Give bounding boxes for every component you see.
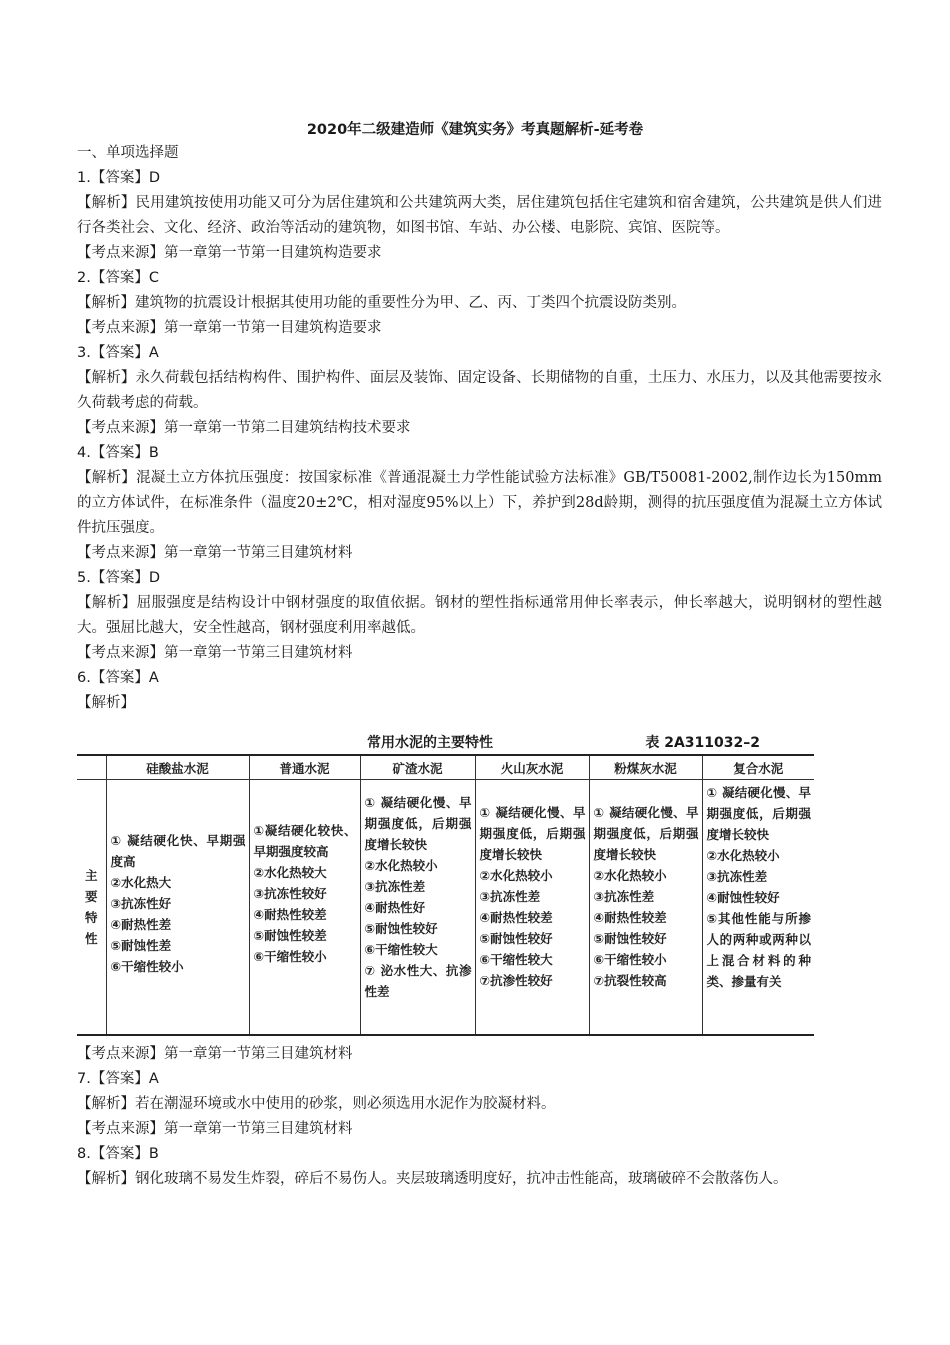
table-cell — [589, 780, 702, 1036]
property-item: ②水化热较大 — [253, 865, 327, 880]
answer-line: 3.【答案】A — [77, 345, 159, 361]
answer-line: 6.【答案】A — [77, 670, 159, 686]
property-item: ②水化热较小 — [364, 858, 438, 873]
property-item: ⑦抗裂性较高 — [593, 973, 667, 988]
property-item: ③抗冻性好 — [110, 896, 172, 911]
property-item: ③抗冻性差 — [593, 889, 655, 904]
analysis-paragraph: 【解析】屈服强度是结构设计中钢材强度的取值依据。钢材的塑性指标通常用伸长率表示，伸长率越大，说明钢材的塑性越大。强屈比越大，安全性越高，钢材强度利用率越低。 — [77, 595, 882, 636]
column-header: 粉煤灰水泥 — [589, 755, 702, 780]
answer-line: 8.【答案】B — [77, 1146, 159, 1162]
document-title: 2020年二级建造师《建筑实务》考真题解析-延考卷 — [306, 122, 644, 138]
column-header: 硅酸盐水泥 — [106, 755, 249, 780]
property-item: ⑤耐蚀性差 — [110, 938, 172, 953]
property-item: ⑥干缩性较小 — [593, 952, 667, 967]
analysis-label: 【解析】 — [77, 695, 135, 711]
property-item: ③抗冻性差 — [706, 869, 768, 884]
table-code: 表 2A311032–2 — [645, 735, 760, 751]
property-item: ③抗冻性差 — [364, 879, 426, 894]
analysis-paragraph: 【解析】若在潮湿环境或水中使用的砂浆，则必须选用水泥作为胶凝材料。 — [77, 1096, 556, 1112]
property-item: ⑤其他性能与所掺人的两种或两种以上混合材料的种类、掺量有关 — [706, 911, 811, 989]
property-item: ④耐热性好 — [364, 900, 426, 915]
property-item: ① 凝结硬化慢、早期强度低，后期强度增长较快 — [364, 795, 472, 852]
property-item: ⑤耐蚀性较差 — [253, 928, 327, 943]
table-row — [77, 780, 814, 1036]
column-header: 普通水泥 — [249, 755, 360, 780]
table-cell — [360, 780, 475, 1036]
document-body — [77, 141, 882, 1192]
column-header: 矿渣水泥 — [360, 755, 475, 780]
answer-line: 1.【答案】D — [77, 170, 160, 186]
table-cell — [702, 780, 814, 1036]
property-item: ⑥干缩性较小 — [253, 949, 327, 964]
table-cell — [106, 780, 249, 1036]
property-item: ②水化热大 — [110, 875, 172, 890]
property-item: ① 凝结硬化慢、早期强度低，后期强度增长较快 — [479, 805, 586, 862]
property-item: ①凝结硬化较快、早期强度较高 — [253, 823, 357, 859]
section-heading: 一、单项选择题 — [77, 145, 179, 161]
answer-line: 5.【答案】D — [77, 570, 160, 586]
property-item: ⑤耐蚀性较好 — [593, 931, 667, 946]
property-item: ⑥干缩性较大 — [479, 952, 553, 967]
table-cell — [475, 780, 589, 1036]
answer-line: 7.【答案】A — [77, 1071, 159, 1087]
table-header-row — [77, 755, 814, 780]
analysis-paragraph: 【解析】建筑物的抗震设计根据其使用功能的重要性分为甲、乙、丙、丁类四个抗震设防类别。 — [77, 295, 686, 311]
property-item: ③抗冻性较好 — [253, 886, 327, 901]
property-item: ④耐热性较差 — [479, 910, 553, 925]
property-item: ②水化热较小 — [706, 848, 780, 863]
source-line: 【考点来源】第一章第一节第三目建筑材料 — [77, 545, 353, 561]
cement-properties-table — [77, 754, 814, 1036]
cement-table-figure — [77, 732, 811, 1036]
source-line: 【考点来源】第一章第一节第一目建筑构造要求 — [77, 245, 382, 261]
row-label: 主 要 特 性 — [77, 780, 106, 1036]
table-caption: 常用水泥的主要特性 — [367, 735, 493, 751]
source-line: 【考点来源】第一章第一节第三目建筑材料 — [77, 1046, 353, 1062]
analysis-paragraph: 【解析】永久荷载包括结构构件、围护构件、面层及装饰、固定设备、长期储物的自重，土压力、水压力，以及其他需要按永久荷载考虑的荷载。 — [77, 370, 882, 411]
property-item: ⑤耐蚀性较好 — [479, 931, 553, 946]
property-item: ③抗冻性差 — [479, 889, 541, 904]
property-item: ②水化热较小 — [593, 868, 667, 883]
column-header: 复合水泥 — [702, 755, 814, 780]
property-item: ④耐热性较差 — [593, 910, 667, 925]
answer-line: 2.【答案】C — [77, 270, 159, 286]
analysis-paragraph: 【解析】钢化玻璃不易发生炸裂，碎后不易伤人。夹层玻璃透明度好，抗冲击性能高，玻璃破碎不会散落伤人。 — [77, 1171, 788, 1187]
corner-cell — [77, 755, 106, 780]
property-item: ②水化热较小 — [479, 868, 553, 883]
property-item: ① 凝结硬化慢、早期强度低，后期强度增长较快 — [593, 805, 699, 862]
property-item: ⑤耐蚀性较好 — [364, 921, 438, 936]
column-header: 火山灰水泥 — [475, 755, 589, 780]
property-item: ⑦ 泌水性大、抗渗性差 — [364, 963, 472, 999]
analysis-paragraph: 【解析】混凝土立方体抗压强度：按国家标准《普通混凝土力学性能试验方法标准》GB/T50081-2002,制作边长为150mm的立方体试件，在标准条件（温度20±2℃，相对湿度95%以上）下，养护到28d龄期，测得的抗压强度值为混凝土立方体试件抗压强度。 — [77, 470, 882, 536]
source-line: 【考点来源】第一章第一节第一目建筑构造要求 — [77, 320, 382, 336]
source-line: 【考点来源】第一章第一节第二目建筑结构技术要求 — [77, 420, 411, 436]
property-item: ⑦抗渗性较好 — [479, 973, 553, 988]
source-line: 【考点来源】第一章第一节第三目建筑材料 — [77, 645, 353, 661]
answer-line: 4.【答案】B — [77, 445, 159, 461]
property-item: ④耐热性较差 — [253, 907, 327, 922]
property-item: ① 凝结硬化慢、早期强度低，后期强度增长较快 — [706, 785, 811, 842]
property-item: ④耐蚀性较好 — [706, 890, 780, 905]
source-line: 【考点来源】第一章第一节第三目建筑材料 — [77, 1121, 353, 1137]
property-item: ⑥干缩性较小 — [110, 959, 184, 974]
property-item: ④耐热性差 — [110, 917, 172, 932]
table-header-bar — [77, 732, 794, 754]
property-item: ⑥干缩性较大 — [364, 942, 438, 957]
analysis-paragraph: 【解析】民用建筑按使用功能又可分为居住建筑和公共建筑两大类，居住建筑包括住宅建筑和宿舍建筑，公共建筑是供人们进行各类社会、文化、经济、政治等活动的建筑物，如图书馆、车站、办公楼、电影院、宾馆、医院等。 — [77, 195, 882, 236]
table-cell — [249, 780, 360, 1036]
property-item: ① 凝结硬化快、早期强度高 — [110, 833, 246, 869]
